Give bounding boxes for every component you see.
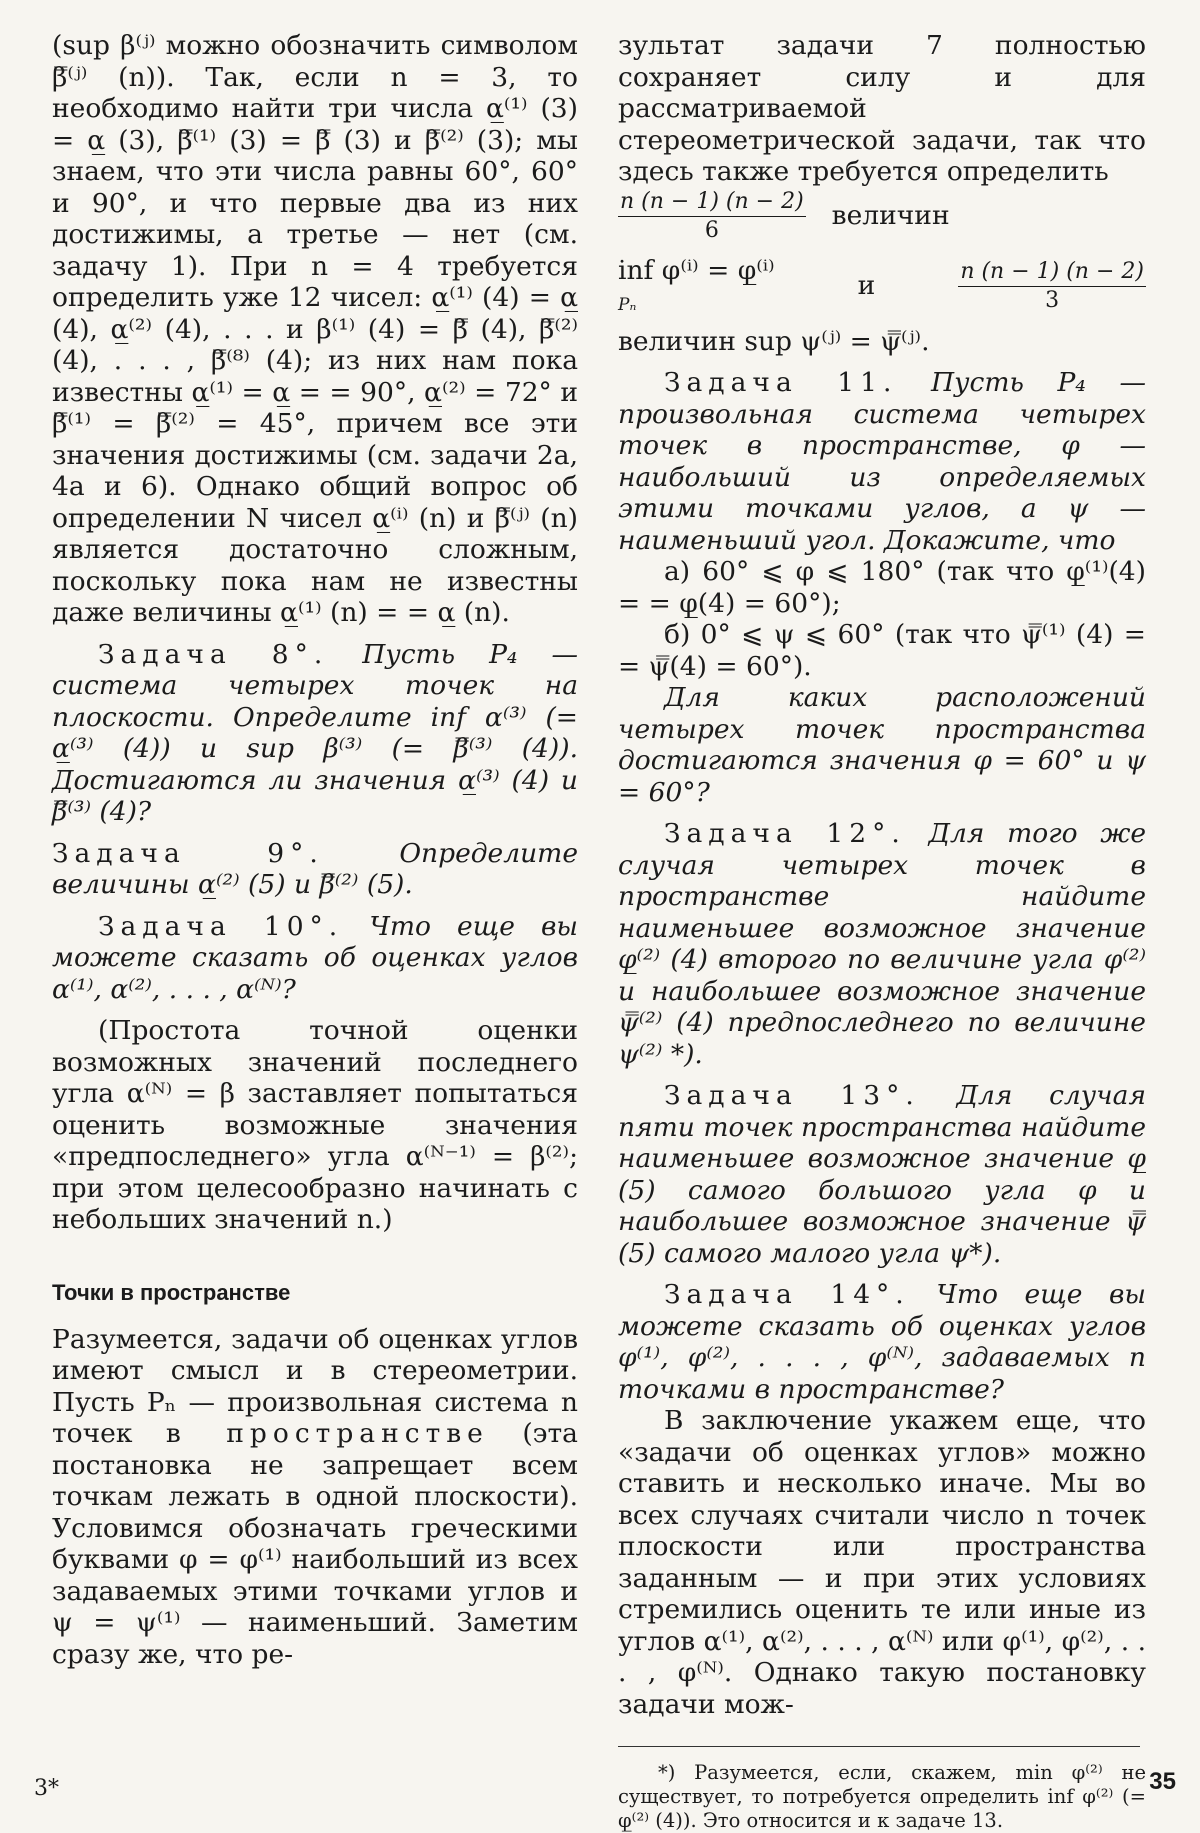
problem-10	[52, 911, 578, 1006]
paragraph-space	[52, 1324, 578, 1671]
signature-mark: 3*	[34, 1776, 59, 1801]
space-text-2: (эта постановка не запрещает всем точкам лежать в одной плоскости). Условимся обозначать греческими буквами φ = φ⁽¹⁾ наибольший из всех задаваемых этими точками углов и ψ = ψ⁽¹⁾ — наименьший. Заметим сразу же, что ре-	[52, 1418, 578, 1670]
page-number: 35	[1149, 1768, 1176, 1795]
paragraph-intro-continued: (sup β⁽ʲ⁾ можно обозначить символом β̿⁽ʲ⁾ (n)). Так, если n = 3, то необходимо найти три числа α̲⁽¹⁾ (3) = α̲ (3), β̿⁽¹⁾ (3) = β̿ (3) и β̿⁽²⁾ (3); мы знаем, что эти числа равны 60°, 60° и 90°, и что первые два из них достижимы, а третье — нет (см. задачу 1). При n = 4 требуется определить уже 12 чисел: α̲⁽¹⁾ (4) = α̲ (4), α̲⁽²⁾ (4), . . . и β⁽¹⁾ (4) = β̿ (4), β̿⁽²⁾ (4), . . . , β̿⁽⁸⁾ (4); из них нам пока известны α̲⁽¹⁾ = α̲ = = 90°, α̲⁽²⁾ = 72° и β̿⁽¹⁾ = β̿⁽²⁾ = 45°, причем все эти значения достижимы (см. задачи 2а, 4а и 6). Однако общий вопрос об определении N чисел α̲⁽ⁱ⁾ (n) и β̿⁽ʲ⁾ (n) является достаточно сложным, поскольку пока нам не известны даже величины α̲⁽¹⁾ (n) = = α̲ (n).	[52, 30, 578, 628]
fraction-denominator: 6	[704, 217, 719, 243]
problem-10-label: Задача 10°.	[98, 910, 344, 942]
fraction2-denominator: 3	[1045, 287, 1060, 313]
sup-line: величин sup ψ⁽ʲ⁾ = ψ̿⁽ʲ⁾.	[618, 325, 930, 357]
problem-8	[52, 639, 578, 828]
problem-11-b: б) 0° ⩽ ψ ⩽ 60° (так что ψ̿⁽¹⁾ (4) = = ψ̿(4) = 60°).	[618, 619, 1146, 682]
paragraph-continuation: зультат задачи 7 полностью сохраняет силу и для рассматриваемой стереометрической задачи, так что здесь также требуется определить	[618, 30, 1146, 187]
problem-12-label: Задача 12°.	[664, 818, 906, 849]
right-column	[618, 30, 1146, 1833]
problem-11-question: Для каких расположений четырех точек пространства достигаются значения φ = 60° и ψ = 60°?	[618, 682, 1146, 808]
problem-8-label: Задача 8°.	[98, 638, 329, 670]
problem-12-text: Для того же случая четырех точек в пространстве найдите наименьшее возможное значение φ̲⁽²⁾ (4) второго по величине угла φ⁽²⁾ и наибольшее возможное значение ψ̿⁽²⁾ (4) предпоследнего по величине ψ⁽²⁾ *).	[618, 818, 1147, 1070]
paragraph-conclusion: В заключение укажем еще, что «задачи об оценках углов» можно ставить и несколько иначе. Мы во всех случаях считали число n точек плоскости или пространства заданным — и при этих условиях стремились оценить те или иные из углов α⁽¹⁾, α⁽²⁾, . . . , α⁽ᴺ⁾ или φ⁽¹⁾, φ⁽²⁾, . . . , φ⁽ᴺ⁾. Однако такую постановку задачи мож-	[618, 1405, 1146, 1720]
problem-10-text: Что еще вы можете сказать об оценках углов α⁽¹⁾, α⁽²⁾, . . . , α⁽ᴺ⁾?	[52, 910, 578, 1005]
problem-11	[618, 367, 1146, 556]
fraction2-numerator: n (n − 1) (n − 2)	[958, 258, 1146, 287]
space-text-1: Разумеется, задачи об оценках углов имеют смысл и в стереометрии. Пусть Pₙ — произвольная система n точек	[52, 1323, 578, 1449]
inf-subscript: Pₙ	[618, 295, 637, 315]
left-column	[52, 30, 578, 1670]
problem-14	[618, 1279, 1146, 1405]
word-i: и	[857, 270, 876, 302]
inf-expression	[618, 255, 775, 318]
footnote-divider	[618, 1746, 1140, 1747]
problem-11-text: Пусть P₄ — произвольная система четырех точек в пространстве, φ — наибольший из определяемых этими точками углов, а ψ — наименьший угол. Докажите, что	[618, 367, 1146, 556]
fraction-second	[958, 258, 1146, 315]
problem-13	[618, 1080, 1146, 1269]
problem-9	[52, 838, 578, 901]
problem-14-text: Что еще вы можете сказать об оценках углов φ⁽¹⁾, φ⁽²⁾, . . . , φ⁽ᴺ⁾, задаваемых n точками в пространстве?	[618, 1279, 1146, 1405]
fraction-row	[618, 188, 1146, 245]
paragraph-remark: (Простота точной оценки возможных значений последнего угла α⁽ᴺ⁾ = β заставляет попытаться оценить возможные значения «предпоследнего» угла α⁽ᴺ⁻¹⁾ = β⁽²⁾; при этом целесообразно начинать с небольших значений n.)	[52, 1015, 578, 1235]
section-heading: Точки в пространстве	[52, 1279, 291, 1305]
problem-13-label: Задача 13°.	[664, 1080, 920, 1111]
problem-11-a: а) 60° ⩽ φ ⩽ 180° (так что φ̲⁽¹⁾(4) = = φ̲(4) = 60°);	[618, 556, 1146, 619]
problem-11-label: Задача 11.	[664, 367, 898, 398]
word-velichin: величин	[831, 200, 950, 232]
footnote: *) Разумеется, если, скажем, min φ⁽²⁾ не существует, то потребуется определить inf φ⁽²⁾ (= φ̲⁽²⁾ (4)). Это относится и к задаче 13.	[618, 1761, 1146, 1832]
fraction-numerator: n (n − 1) (n − 2)	[618, 188, 806, 217]
problem-14-label: Задача 14°.	[664, 1279, 910, 1310]
problem-8-text: Пусть P₄ — система четырех точек на плоскости. Определите inf α⁽³⁾ (= α̲⁽³⁾ (4)) и sup β⁽³⁾ (= β̿⁽³⁾ (4)). Достигаются ли значения α̲⁽³⁾ (4) и β̿⁽³⁾ (4)?	[52, 638, 578, 827]
inf-expression-text: inf φ⁽ⁱ⁾ = φ̲⁽ⁱ⁾	[618, 254, 775, 286]
problem-13-text: Для случая пяти точек пространства найдите наименьшее возможное значение φ̲ (5) самого большого угла φ и наибольшее возможное значение ψ̿ (5) самого малого угла ψ*).	[618, 1080, 1146, 1269]
problem-12	[618, 818, 1146, 1070]
inf-equation-row	[618, 255, 1146, 318]
problem-9-label: Задача 9°.	[52, 837, 324, 869]
problem-9-text: Определите величины α̲⁽²⁾ (5) и β̿⁽²⁾ (5).	[52, 837, 578, 900]
space-text-spaced: в пространстве	[165, 1418, 489, 1449]
fraction-n-choose-3	[618, 188, 806, 245]
